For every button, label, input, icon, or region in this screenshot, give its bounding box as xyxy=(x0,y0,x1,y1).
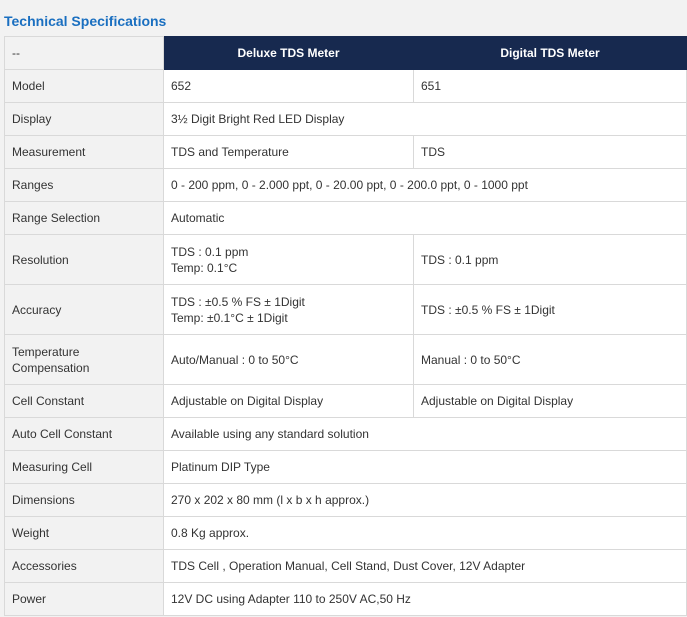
row-label: Range Selection xyxy=(5,202,164,235)
table-row-dimensions xyxy=(5,484,687,517)
cell-digital: TDS : ±0.5 % FS ± 1Digit xyxy=(414,285,687,335)
header-deluxe-tds-meter: Deluxe TDS Meter xyxy=(164,37,414,70)
table-row-auto-cell-constant xyxy=(5,418,687,451)
row-label: Resolution xyxy=(5,235,164,285)
row-label: Power xyxy=(5,583,164,616)
row-label: Accessories xyxy=(5,550,164,583)
cell-line: TDS : ±0.5 % FS ± 1Digit xyxy=(171,294,305,309)
cell-shared: 0.8 Kg approx. xyxy=(164,517,687,550)
table-row-measurement xyxy=(5,136,687,169)
header-blank-cell: -- xyxy=(5,37,164,70)
table-row-display xyxy=(5,103,687,136)
cell-shared: 12V DC using Adapter 110 to 250V AC,50 Hz xyxy=(164,583,687,616)
row-label: Display xyxy=(5,103,164,136)
row-label-line: Compensation xyxy=(12,360,90,375)
cell-digital: Adjustable on Digital Display xyxy=(414,385,687,418)
cell-deluxe: Adjustable on Digital Display xyxy=(164,385,414,418)
cell-deluxe xyxy=(164,285,414,335)
row-label: Weight xyxy=(5,517,164,550)
cell-shared: 270 x 202 x 80 mm (l x b x h approx.) xyxy=(164,484,687,517)
table-row-resolution xyxy=(5,235,687,285)
cell-shared: Platinum DIP Type xyxy=(164,451,687,484)
header-row xyxy=(5,37,687,70)
row-label: Accuracy xyxy=(5,285,164,335)
cell-shared: TDS Cell , Operation Manual, Cell Stand, Dust Cover, 12V Adapter xyxy=(164,550,687,583)
row-label: Measurement xyxy=(5,136,164,169)
row-label: Dimensions xyxy=(5,484,164,517)
cell-shared: Automatic xyxy=(164,202,687,235)
cell-shared: 3½ Digit Bright Red LED Display xyxy=(164,103,687,136)
cell-deluxe xyxy=(164,235,414,285)
table-row-range-selection xyxy=(5,202,687,235)
table-header xyxy=(5,37,687,70)
cell-deluxe: 652 xyxy=(164,70,414,103)
table-row-power xyxy=(5,583,687,616)
cell-digital: Manual : 0 to 50°C xyxy=(414,335,687,385)
cell-line: Temp: 0.1°C xyxy=(171,260,238,275)
row-label-line: Temperature xyxy=(12,344,80,359)
specifications-table xyxy=(4,36,687,616)
cell-deluxe: TDS and Temperature xyxy=(164,136,414,169)
section-title: Technical Specifications xyxy=(4,13,167,29)
table-row-accuracy xyxy=(5,285,687,335)
row-label: Cell Constant xyxy=(5,385,164,418)
header-digital-tds-meter: Digital TDS Meter xyxy=(414,37,687,70)
cell-shared: Available using any standard solution xyxy=(164,418,687,451)
cell-digital: TDS : 0.1 ppm xyxy=(414,235,687,285)
cell-line: TDS : 0.1 ppm xyxy=(171,244,249,259)
cell-line: Temp: ±0.1°C ± 1Digit xyxy=(171,310,288,325)
cell-shared: 0 - 200 ppm, 0 - 2.000 ppt, 0 - 20.00 ppt, 0 - 200.0 ppt, 0 - 1000 ppt xyxy=(164,169,687,202)
table-row-ranges xyxy=(5,169,687,202)
row-label xyxy=(5,335,164,385)
row-label: Model xyxy=(5,70,164,103)
cell-digital: 651 xyxy=(414,70,687,103)
table-row-measuring-cell xyxy=(5,451,687,484)
table-row-accessories xyxy=(5,550,687,583)
table-row-model xyxy=(5,70,687,103)
table-row-temperature-compensation xyxy=(5,335,687,385)
row-label: Ranges xyxy=(5,169,164,202)
table-row-weight xyxy=(5,517,687,550)
cell-digital: TDS xyxy=(414,136,687,169)
row-label: Auto Cell Constant xyxy=(5,418,164,451)
cell-deluxe: Auto/Manual : 0 to 50°C xyxy=(164,335,414,385)
table-row-cell-constant xyxy=(5,385,687,418)
row-label: Measuring Cell xyxy=(5,451,164,484)
